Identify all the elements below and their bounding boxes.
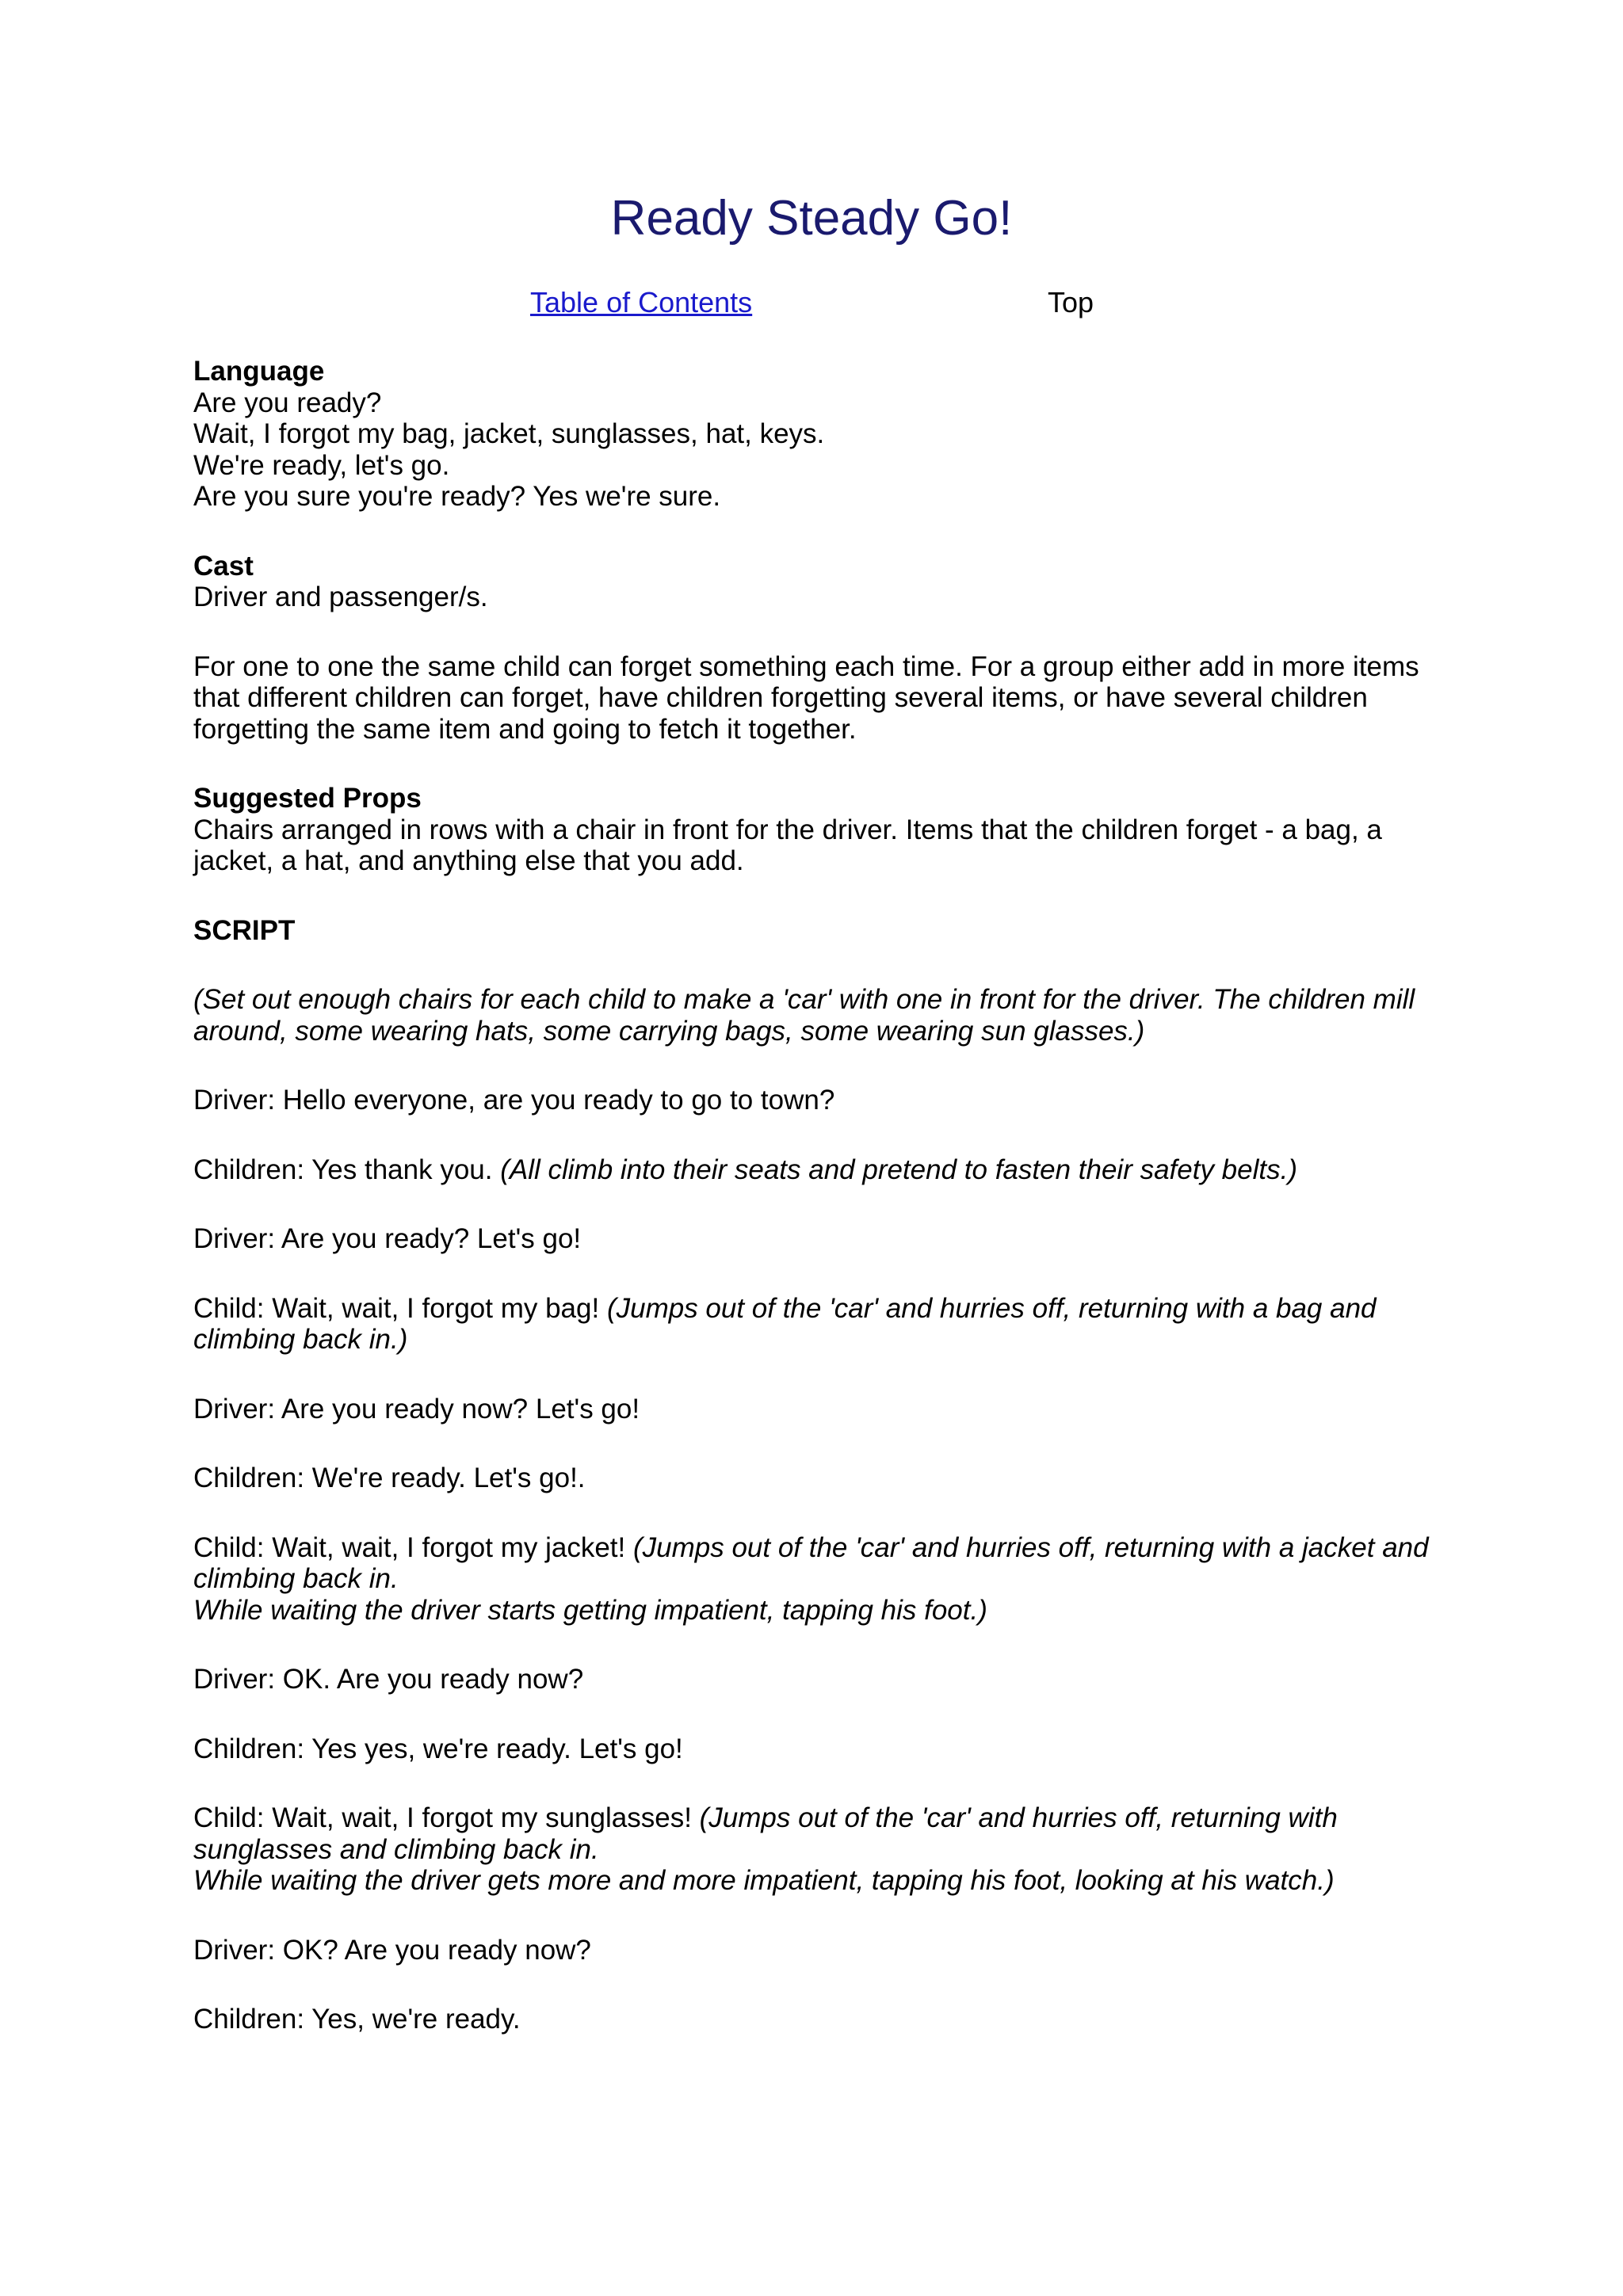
dialogue-speech: Children: Yes yes, we're ready. Let's go! [193, 1733, 683, 1764]
script-line [193, 1394, 1430, 1425]
props-text: Chairs arranged in rows with a chair in front for the driver. Items that the children forget - a bag, a jacket, a hat, and anything else that you add. [193, 814, 1382, 876]
language-line: We're ready, let's go. [193, 449, 450, 481]
script-line [193, 1223, 1430, 1255]
script-intro [193, 984, 1430, 1047]
stage-direction: (Jumps out of the 'car' and hurries off, returning with a jacket and climbing back in. [193, 1531, 1429, 1594]
script-heading: SCRIPT [193, 914, 296, 946]
dialogue-speech: Children: Yes, we're ready. [193, 2004, 521, 2035]
cast-heading: Cast [193, 550, 254, 582]
language-heading: Language [193, 356, 325, 387]
language-line: Are you ready? [193, 387, 382, 418]
stage-direction: (Set out enough chairs for each child to make a 'car' with one in front for the driver. The children mill around, some wearing hats, some carrying bags, some wearing sun glasses.) [193, 984, 1415, 1047]
stage-direction: (Jumps out of the 'car' and hurries off, returning with sunglasses and climbing back in. [193, 1802, 1338, 1865]
dialogue-speech: Driver: Are you ready now? Let's go! [193, 1393, 640, 1425]
dialogue-speech: Child: Wait, wait, I forgot my sunglasses! [193, 1802, 700, 1833]
cast-text: Driver and passenger/s. [193, 582, 488, 612]
script-line [193, 1085, 1430, 1116]
props-section [193, 783, 1430, 877]
script-line [193, 2004, 1430, 2035]
dialogue-speech: Children: Yes thank you. [193, 1154, 501, 1185]
page-title: Ready Steady Go! [610, 191, 1013, 246]
script-line [193, 1935, 1430, 1966]
script-line [193, 1154, 1430, 1186]
language-line: Wait, I forgot my bag, jacket, sunglasses, hat, keys. [193, 418, 825, 449]
script-heading-block [193, 915, 1430, 947]
script-line [193, 1802, 1430, 1897]
document-body [193, 356, 1430, 2073]
dialogue-speech: Children: We're ready. Let's go!. [193, 1463, 586, 1493]
cast-note [193, 651, 1430, 746]
cast-section [193, 551, 1430, 613]
stage-direction: (All climb into their seats and pretend to fasten their safety belts.) [500, 1154, 1297, 1185]
dialogue-speech: Driver: OK. Are you ready now? [193, 1664, 584, 1695]
script-line [193, 1733, 1430, 1765]
dialogue-speech: Driver: Hello everyone, are you ready to go to town? [193, 1085, 835, 1116]
dialogue-speech: Driver: OK? Are you ready now? [193, 1934, 591, 1966]
script-line [193, 1664, 1430, 1695]
language-line: Are you sure you're ready? Yes we're sure. [193, 481, 721, 512]
stage-direction: While waiting the driver starts getting impatient, tapping his foot.) [193, 1594, 987, 1626]
top-label: Top [1048, 286, 1094, 318]
cast-note-text: For one to one the same child can forget something each time. For a group either add in more items that different children can forget, have children forgetting several items, or have several children forgetting the same item and going to fetch it together. [193, 650, 1419, 745]
dialogue-speech: Child: Wait, wait, I forgot my jacket! [193, 1531, 633, 1563]
dialogue-speech: Driver: Are you ready? Let's go! [193, 1223, 582, 1254]
dialogue-speech: Child: Wait, wait, I forgot my bag! [193, 1292, 607, 1324]
props-heading: Suggested Props [193, 783, 422, 814]
script-line [193, 1463, 1430, 1494]
stage-direction: While waiting the driver gets more and more impatient, tapping his foot, looking at his watch.) [193, 1865, 1335, 1896]
script-line [193, 1532, 1430, 1627]
language-section [193, 356, 1430, 513]
script-line [193, 1293, 1430, 1356]
stage-direction: (Jumps out of the 'car' and hurries off, returning with a bag and climbing back in.) [193, 1292, 1377, 1355]
table-of-contents-link[interactable]: Table of Contents [530, 286, 753, 318]
